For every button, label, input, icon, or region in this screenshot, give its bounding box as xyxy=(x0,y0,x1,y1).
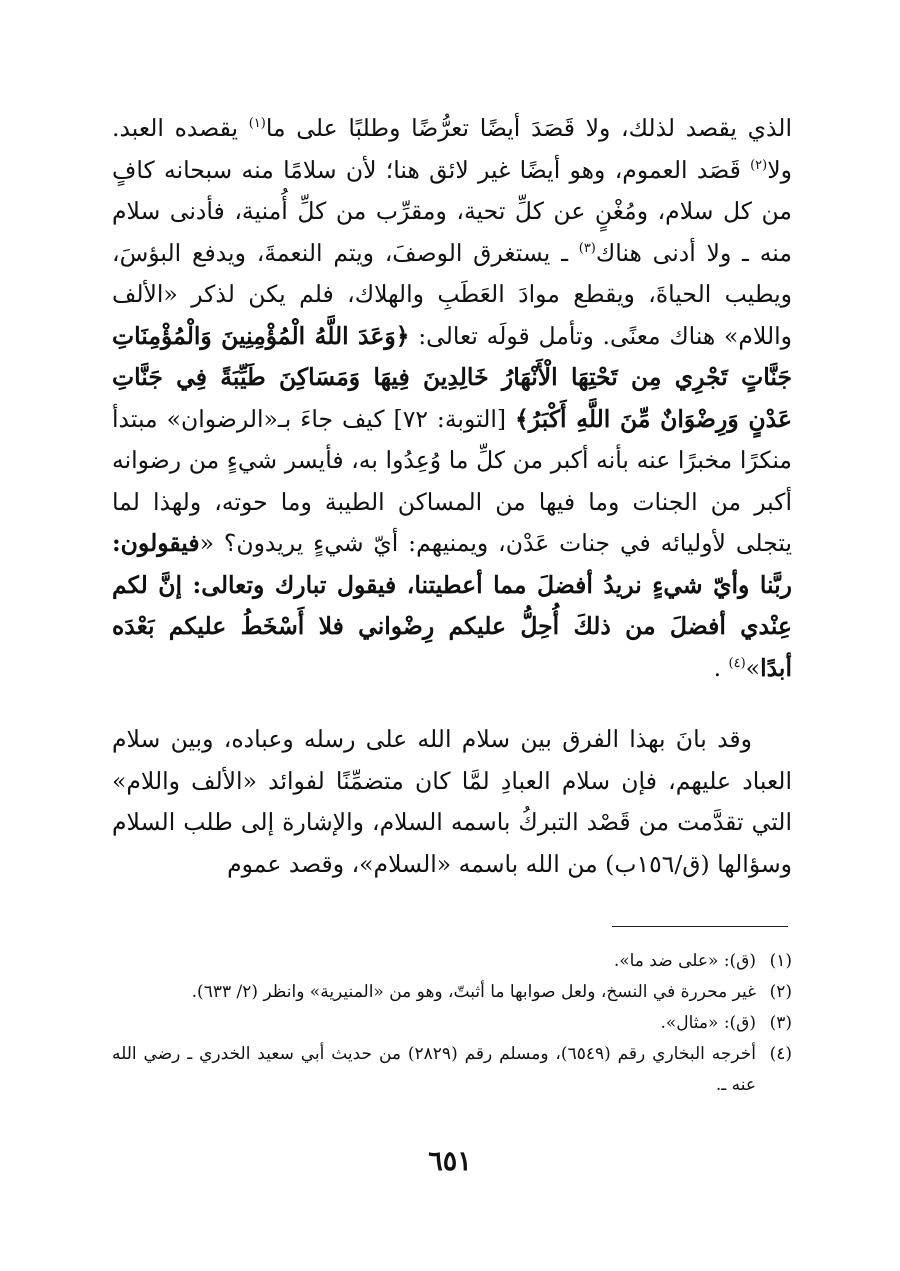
footnote-number: (٣) xyxy=(769,1013,792,1033)
p1-segment-7: . xyxy=(713,653,729,682)
page-number: ٦٥١ xyxy=(428,1146,472,1177)
footnote-text: أخرجه البخاري رقم (٦٥٤٩)، ومسلم رقم (٢٨٢٩) من حديث أبي سعيد الخدري ـ رضي الله عنه ـ. xyxy=(112,1044,756,1095)
p1-segment-2: يقصده العبد. ولا xyxy=(112,114,792,184)
footnote-number: (٤) xyxy=(769,1044,792,1064)
footnote-ref-2[interactable]: (٢) xyxy=(750,157,768,173)
footnote-text: (ق): «على ضد ما». xyxy=(613,951,756,971)
footnote-item xyxy=(112,977,792,1008)
footnote-text: (ق): «مثال». xyxy=(660,1013,756,1033)
footnote-ref-4[interactable]: (٤) xyxy=(728,655,746,671)
footnote-ref-1[interactable]: (١) xyxy=(248,116,266,132)
footnote-number: (١) xyxy=(769,951,792,971)
p1-segment-4: ـ يستغرق الوصفَ، ويتم النعمةَ، ويدفع البؤسَ، ويطيب الحياةَ، ويقطع موادَ العَطَبِ والهلاك، فلم يكن لذكر «الألف واللام» هناك معنًى. وتأمل قولَه تعالى: xyxy=(112,238,793,350)
main-text xyxy=(112,108,792,885)
p1-segment-5: كيف جاءَ بـ«الرضوان» مبتدأ منكرًا مخبرًا عنه بأنه أكبر من كلِّ ما وُعِدُوا به، فأيسر شيءٍ من رضوانه أكبر من الجنات وما فيها من المساكن الطيبة وما حوته، ولهذا لما يتجلى لأوليائه في جنات عَدْن، ويمنيهم: أيّ شيءٍ يريدون؟ « xyxy=(112,404,792,557)
hadith-quote: فيقولون: ربَّنا وأيّ شيءٍ نريدُ أفضلَ مما أعطيتنا، فيقول تبارك وتعالى: إنَّ لكم عِنْدي أفضلَ من ذلكَ أُحِلُّ عليكم رِضْواني فلا أَسْخَطُ عليكم بَعْدَه أبدًا xyxy=(112,529,792,682)
footnote-item xyxy=(112,1008,792,1039)
footnote-ref-3[interactable]: (٣) xyxy=(578,240,596,256)
p1-segment-3: قَصَد العموم، وهو أيضًا غير لائق هنا؛ لأن سلامًا منه سبحانه كافٍ من كل سلام، ومُغْنٍ عن كلِّ تحية، ومقرِّب من كلِّ أُمنية، فأدنى سلام منه ـ ولا أدنى هناك xyxy=(112,155,792,267)
p1-segment-1: الذي يقصد لذلك، ولا قَصَدَ أيضًا تعرُّضًا وطلبًا على ما xyxy=(265,114,792,142)
p1-segment-6: » xyxy=(745,653,761,682)
footnote-text: غير محررة في النسخ، ولعل صوابها ما أثبتّ، وهو من «المنيرية» وانظر (٢/ ٦٣٣). xyxy=(191,982,756,1002)
footnote-item xyxy=(112,946,792,977)
footnotes xyxy=(112,946,792,1101)
paragraph-1 xyxy=(112,108,792,689)
paragraph-2: وقد بانَ بهذا الفرق بين سلام الله على رسله وعباده، وبين سلام العباد عليهم، فإن سلام العبادِ لمَّا كان متضمِّنًا لفوائد «الألف واللام» التي تقدَّمت من قَصْد التبركُ باسمه السلام، والإشارة إلى طلب السلام وسؤالها (ق/١٥٦ب) من الله باسمه «السلام»، وقصد عموم xyxy=(112,725,792,878)
footnote-separator xyxy=(612,926,788,927)
footnote-number: (٢) xyxy=(769,982,792,1002)
verse-citation: [التوبة: ٧٢] xyxy=(393,404,516,433)
footnote-item xyxy=(112,1039,792,1101)
quran-verse: ﴿وَعَدَ اللَّهُ الْمُؤْمِنِينَ وَالْمُؤْمِنَاتِ جَنَّاتٍ تَجْرِي مِن تَحْتِهَا الْأَنْهَارُ خَالِدِينَ فِيهَا وَمَسَاكِنَ طَيِّبَةً فِي جَنَّاتِ عَدْنٍ وَرِضْوَانٌ مِّنَ اللَّهِ أَكْبَرُ﴾ xyxy=(112,321,792,433)
